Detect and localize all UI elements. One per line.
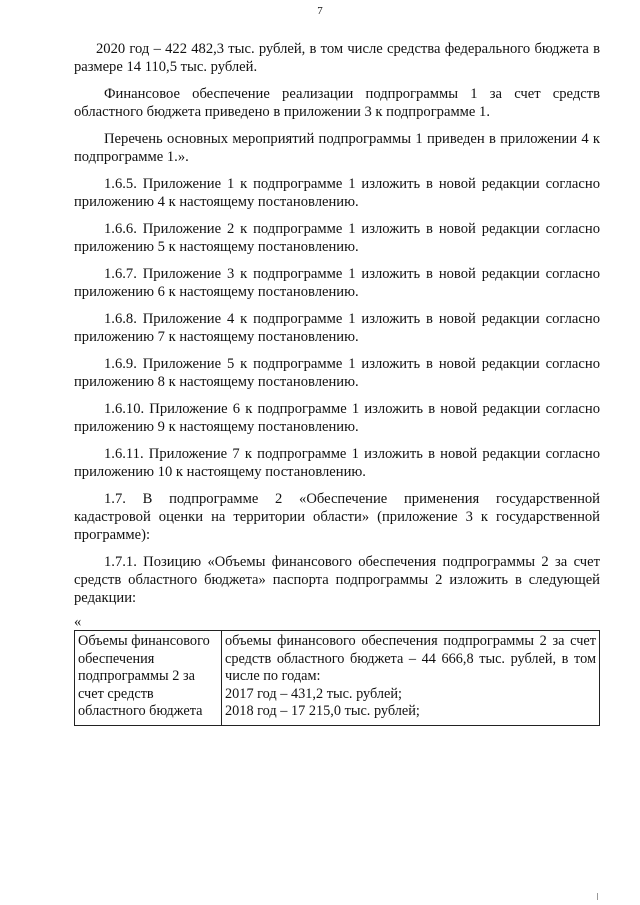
page-number: 7	[317, 5, 323, 17]
paragraph-1-6-7: 1.6.7. Приложение 3 к подпрограмме 1 изложить в новой редакции согласно приложению 6 к настоящему постановлению.	[74, 266, 600, 300]
table-cell-label: Объемы финансового обеспечения подпрограммы 2 за счет средств областного бюджета	[75, 631, 222, 726]
paragraph-1-6-8: 1.6.8. Приложение 4 к подпрограмме 1 изложить в новой редакции согласно приложению 7 к настоящему постановлению.	[74, 311, 600, 345]
paragraph-financing-appendix3: Финансовое обеспечение реализации подпрограммы 1 за счет средств областного бюджета приведено в приложении 3 к подпрограмме 1.	[74, 86, 600, 120]
paragraph-1-7: 1.7. В подпрограмме 2 «Обеспечение применения государственной кадастровой оценки на территории области» (приложение 3 к государственной программе):	[74, 491, 600, 543]
paragraph-1-6-11: 1.6.11. Приложение 7 к подпрограмме 1 изложить в новой редакции согласно приложению 10 к настоящему постановлению.	[74, 446, 600, 480]
passport-table	[74, 630, 600, 726]
paragraph-1-6-9: 1.6.9. Приложение 5 к подпрограмме 1 изложить в новой редакции согласно приложению 8 к настоящему постановлению.	[74, 356, 600, 390]
paragraph-1-6-6: 1.6.6. Приложение 2 к подпрограмме 1 изложить в новой редакции согласно приложению 5 к настоящему постановлению.	[74, 221, 600, 255]
paragraph-1-6-5: 1.6.5. Приложение 1 к подпрограмме 1 изложить в новой редакции согласно приложению 4 к настоящему постановлению.	[74, 176, 600, 210]
paragraph-1-6-10: 1.6.10. Приложение 6 к подпрограмме 1 изложить в новой редакции согласно приложению 9 к настоящему постановлению.	[74, 401, 600, 435]
opening-quote: «	[74, 614, 82, 630]
paragraph-activities-list: Перечень основных мероприятий подпрограммы 1 приведен в приложении 4 к подпрограмме 1.».	[74, 131, 600, 165]
table-value-line: 2018 год – 17 215,0 тыс. рублей;	[225, 703, 420, 719]
table-row	[75, 631, 600, 726]
table-value-line: 2017 год – 431,2 тыс. рублей;	[225, 685, 403, 702]
table-cell-value	[222, 631, 600, 726]
margin-mark	[597, 893, 598, 900]
paragraph-1-7-1: 1.7.1. Позицию «Объемы финансового обеспечения подпрограммы 2 за счет средств областного бюджета» паспорта подпрограммы 2 изложить в следующей редакции:	[74, 554, 600, 606]
paragraph-financing-2020: 2020 год – 422 482,3 тыс. рублей, в том числе средства федерального бюджета в размере 14 110,5 тыс. рублей.	[74, 41, 600, 75]
table-value-line: объемы финансового обеспечения подпрограммы 2 за счет средств областного бюджета – 44 666,8 тыс. рублей, в том числе по годам:	[225, 633, 596, 684]
document-body	[74, 40, 600, 726]
